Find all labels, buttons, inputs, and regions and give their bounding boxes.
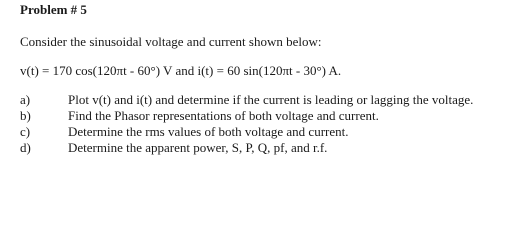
list-item — [20, 124, 525, 140]
item-letter: d) — [20, 140, 31, 155]
problem-title: Problem # 5 — [20, 2, 87, 17]
problem-intro: Consider the sinusoidal voltage and current shown below: — [20, 34, 322, 49]
list-item — [20, 108, 525, 124]
problem-equation: v(t) = 170 cos(120πt - 60°) V and i(t) = 60 sin(120πt - 30°) A. — [20, 63, 342, 78]
list-item — [20, 140, 525, 156]
item-letter: a) — [20, 92, 31, 107]
list-item — [20, 92, 525, 108]
item-text: Find the Phasor representations of both voltage and current. — [68, 108, 379, 123]
item-text: Determine the rms values of both voltage and current. — [68, 124, 349, 139]
item-text: Plot v(t) and i(t) and determine if the current is leading or lagging the voltage. — [68, 92, 474, 107]
item-letter: b) — [20, 108, 31, 123]
item-text: Determine the apparent power, S, P, Q, pf, and r.f. — [68, 140, 328, 155]
item-letter: c) — [20, 124, 31, 139]
